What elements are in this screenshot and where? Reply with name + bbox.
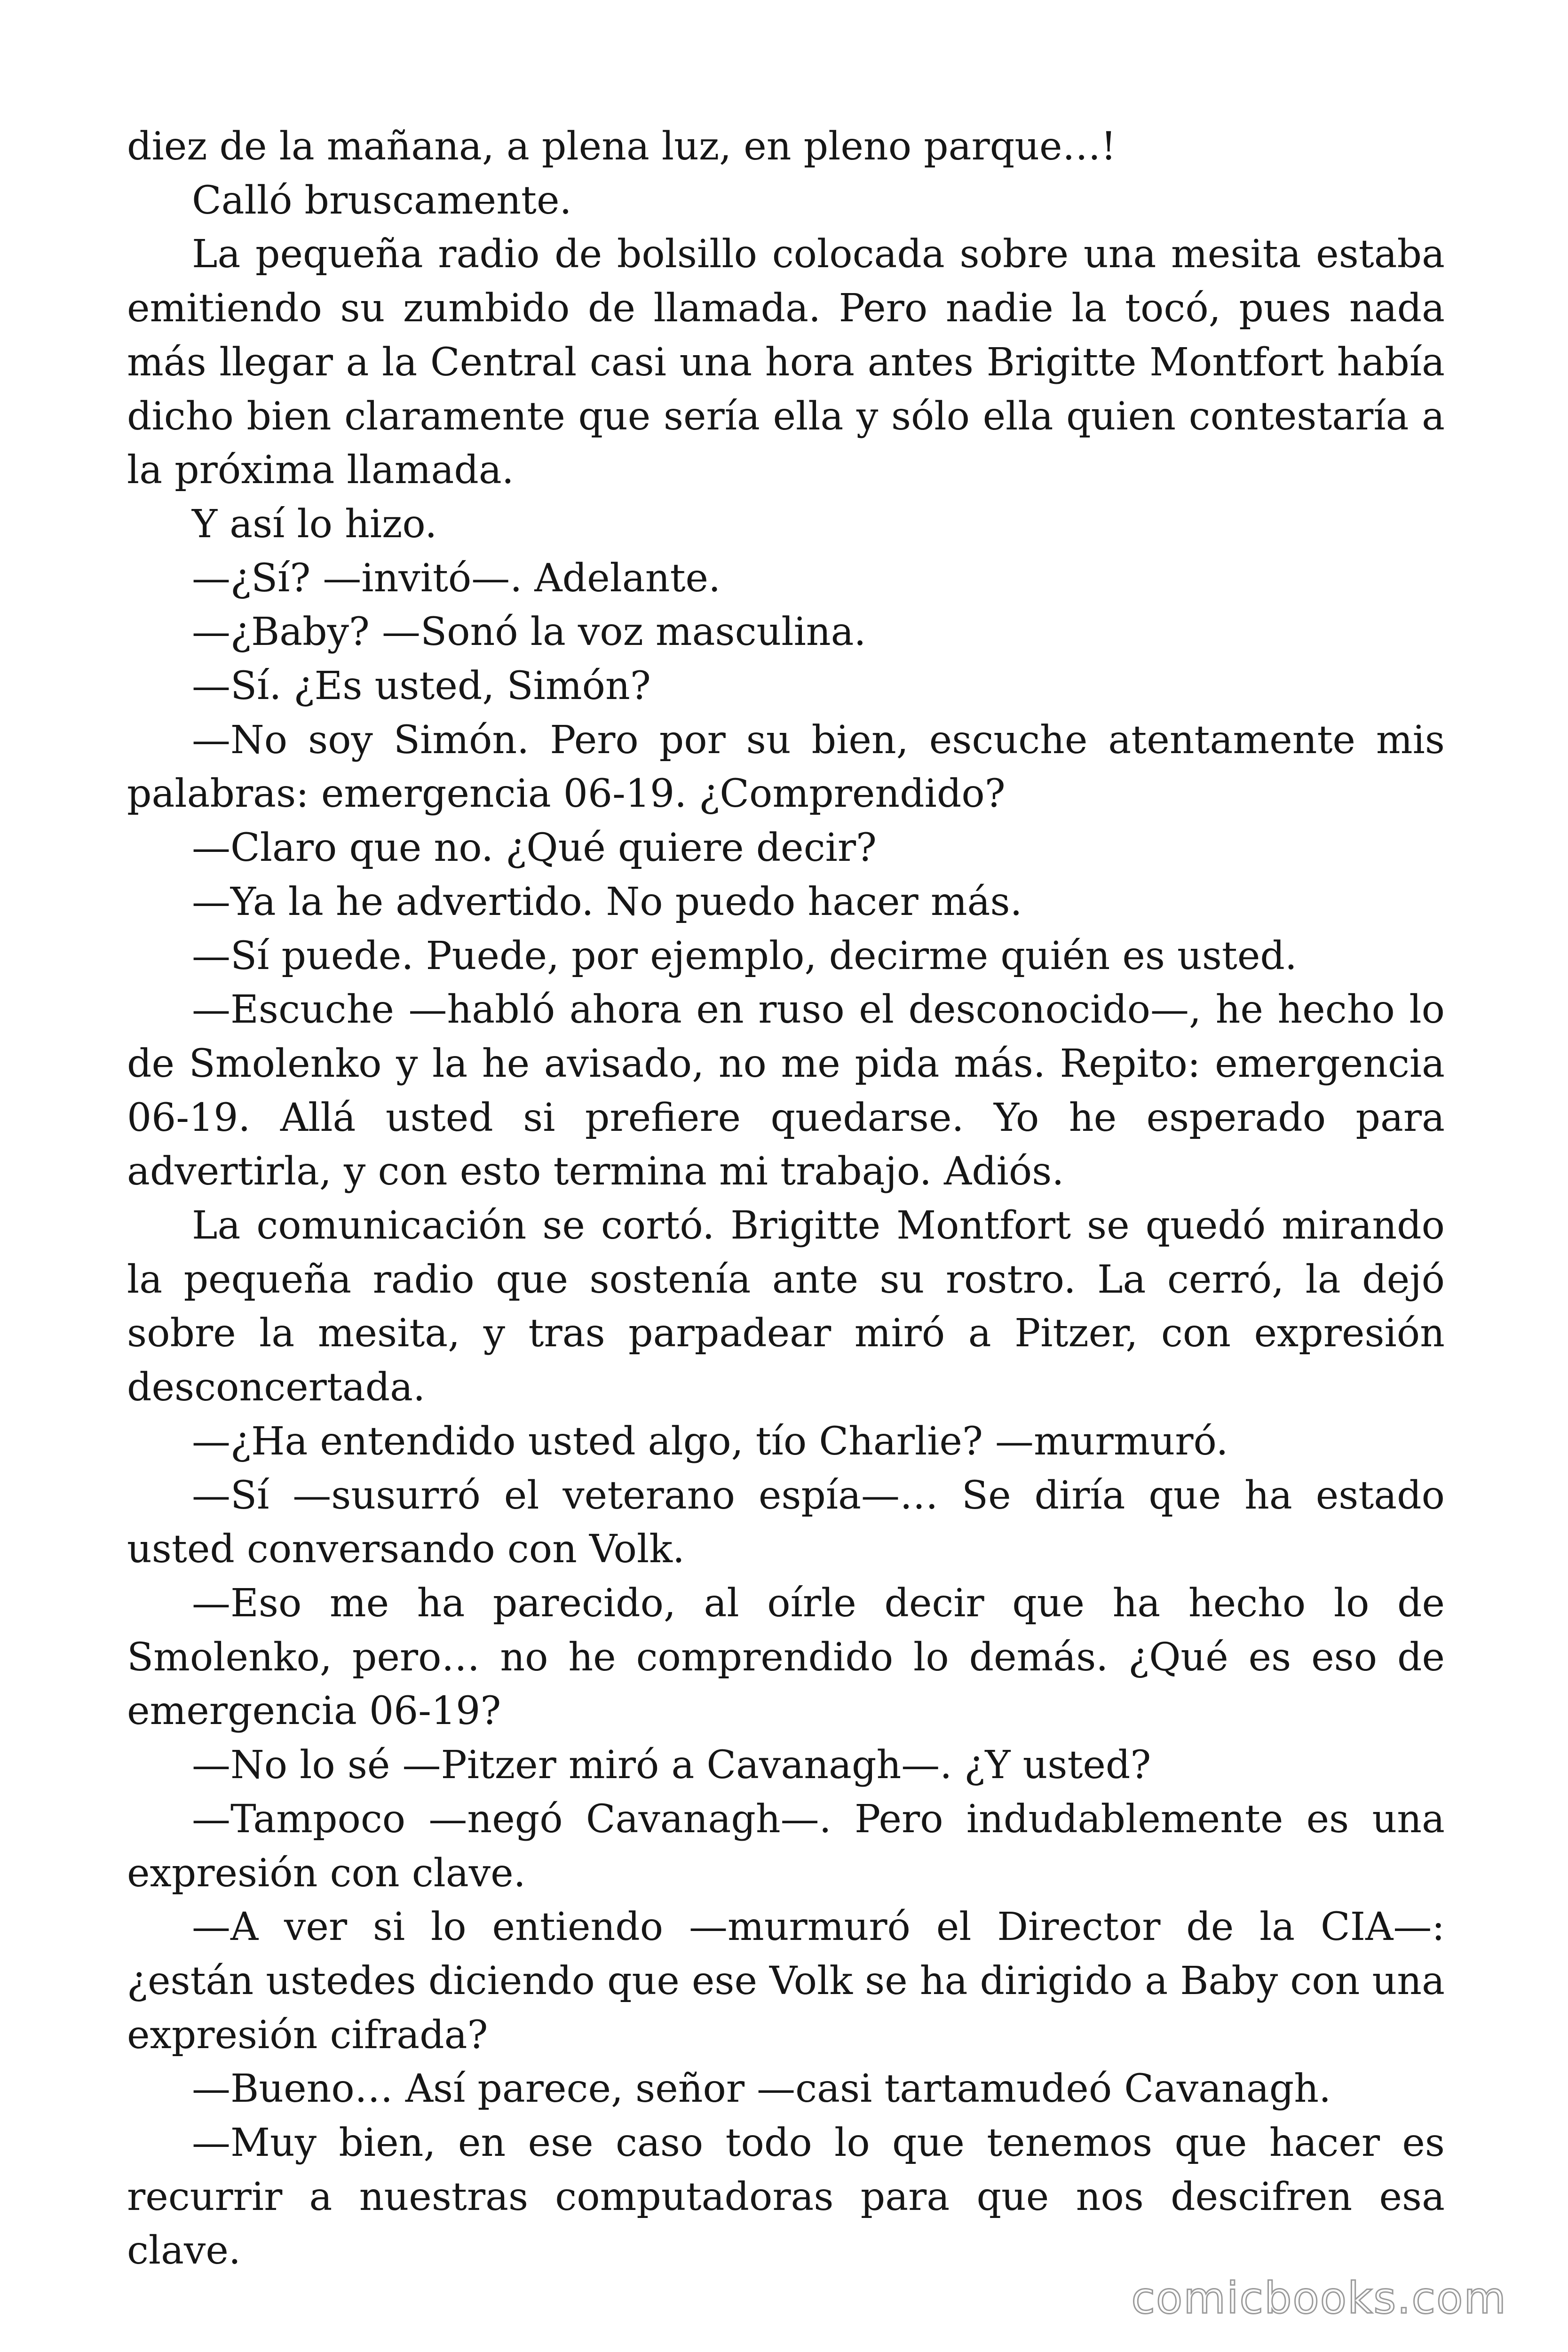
- paragraph: diez de la mañana, a plena luz, en pleno parque…!: [127, 124, 1117, 169]
- paragraph: Calló bruscamente.: [192, 178, 572, 223]
- paragraph: La pequeña radio de bolsillo colocada sobre una mesita estaba emitiendo su zumbido de llamada. Pero nadie la tocó, pues nada más llegar a la Central casi una hora antes Brigitte Montfort había dicho bien claramente que sería ella y sólo ella quien contestaría a la próxima llamada.: [127, 232, 1445, 493]
- paragraph: —Ya la he advertido. No puedo hacer más.: [192, 879, 1022, 924]
- paragraph: —Claro que no. ¿Qué quiere decir?: [192, 826, 877, 871]
- book-page-text: [127, 120, 1445, 2278]
- paragraph: —Muy bien, en ese caso todo lo que tenemos que hacer es recurrir a nuestras computadoras para que nos descifren esa clave.: [127, 2121, 1445, 2273]
- paragraph: —Sí puede. Puede, por ejemplo, decirme quién es usted.: [192, 933, 1297, 978]
- paragraph: —Sí —susurró el veterano espía—… Se diría que ha estado usted conversando con Volk.: [127, 1473, 1445, 1572]
- paragraph: —¿Sí? —invitó—. Adelante.: [192, 556, 721, 601]
- paragraph: —Tampoco —negó Cavanagh—. Pero indudablemente es una expresión con clave.: [127, 1796, 1445, 1896]
- paragraph: —Escuche —habló ahora en ruso el desconocido—, he hecho lo de Smolenko y la he avisado, no me pida más. Repito: emergencia 06-19. Allá usted si prefiere quedarse. Yo he esperado para advertirla, y con esto termina mi trabajo. Adiós.: [127, 987, 1445, 1194]
- paragraph: —No soy Simón. Pero por su bien, escuche atentamente mis palabras: emergencia 06-19. ¿Comprendido?: [127, 717, 1445, 817]
- paragraph: —¿Ha entendido usted algo, tío Charlie? —murmuró.: [192, 1419, 1228, 1464]
- paragraph: —Sí. ¿Es usted, Simón?: [192, 664, 651, 709]
- paragraph: Y así lo hizo.: [192, 501, 437, 547]
- paragraph: —Eso me ha parecido, al oírle decir que ha hecho lo de Smolenko, pero… no he comprendido lo demás. ¿Qué es eso de emergencia 06-19?: [127, 1581, 1445, 1734]
- paragraph: —No lo sé —Pitzer miró a Cavanagh—. ¿Y usted?: [192, 1743, 1151, 1788]
- paragraph: —¿Baby? —Sonó la voz masculina.: [192, 610, 866, 655]
- watermark: comicbooks.com: [1131, 2273, 1507, 2323]
- paragraph: La comunicación se cortó. Brigitte Montfort se quedó mirando la pequeña radio que sostenía ante su rostro. La cerró, la dejó sobre la mesita, y tras parpadear miró a Pitzer, con expresión desconcertada.: [127, 1203, 1445, 1410]
- paragraph: —A ver si lo entiendo —murmuró el Director de la CIA—: ¿están ustedes diciendo que ese Volk se ha dirigido a Baby con una expresión cifrada?: [127, 1905, 1445, 2058]
- paragraph: —Bueno… Así parece, señor —casi tartamudeó Cavanagh.: [192, 2066, 1331, 2112]
